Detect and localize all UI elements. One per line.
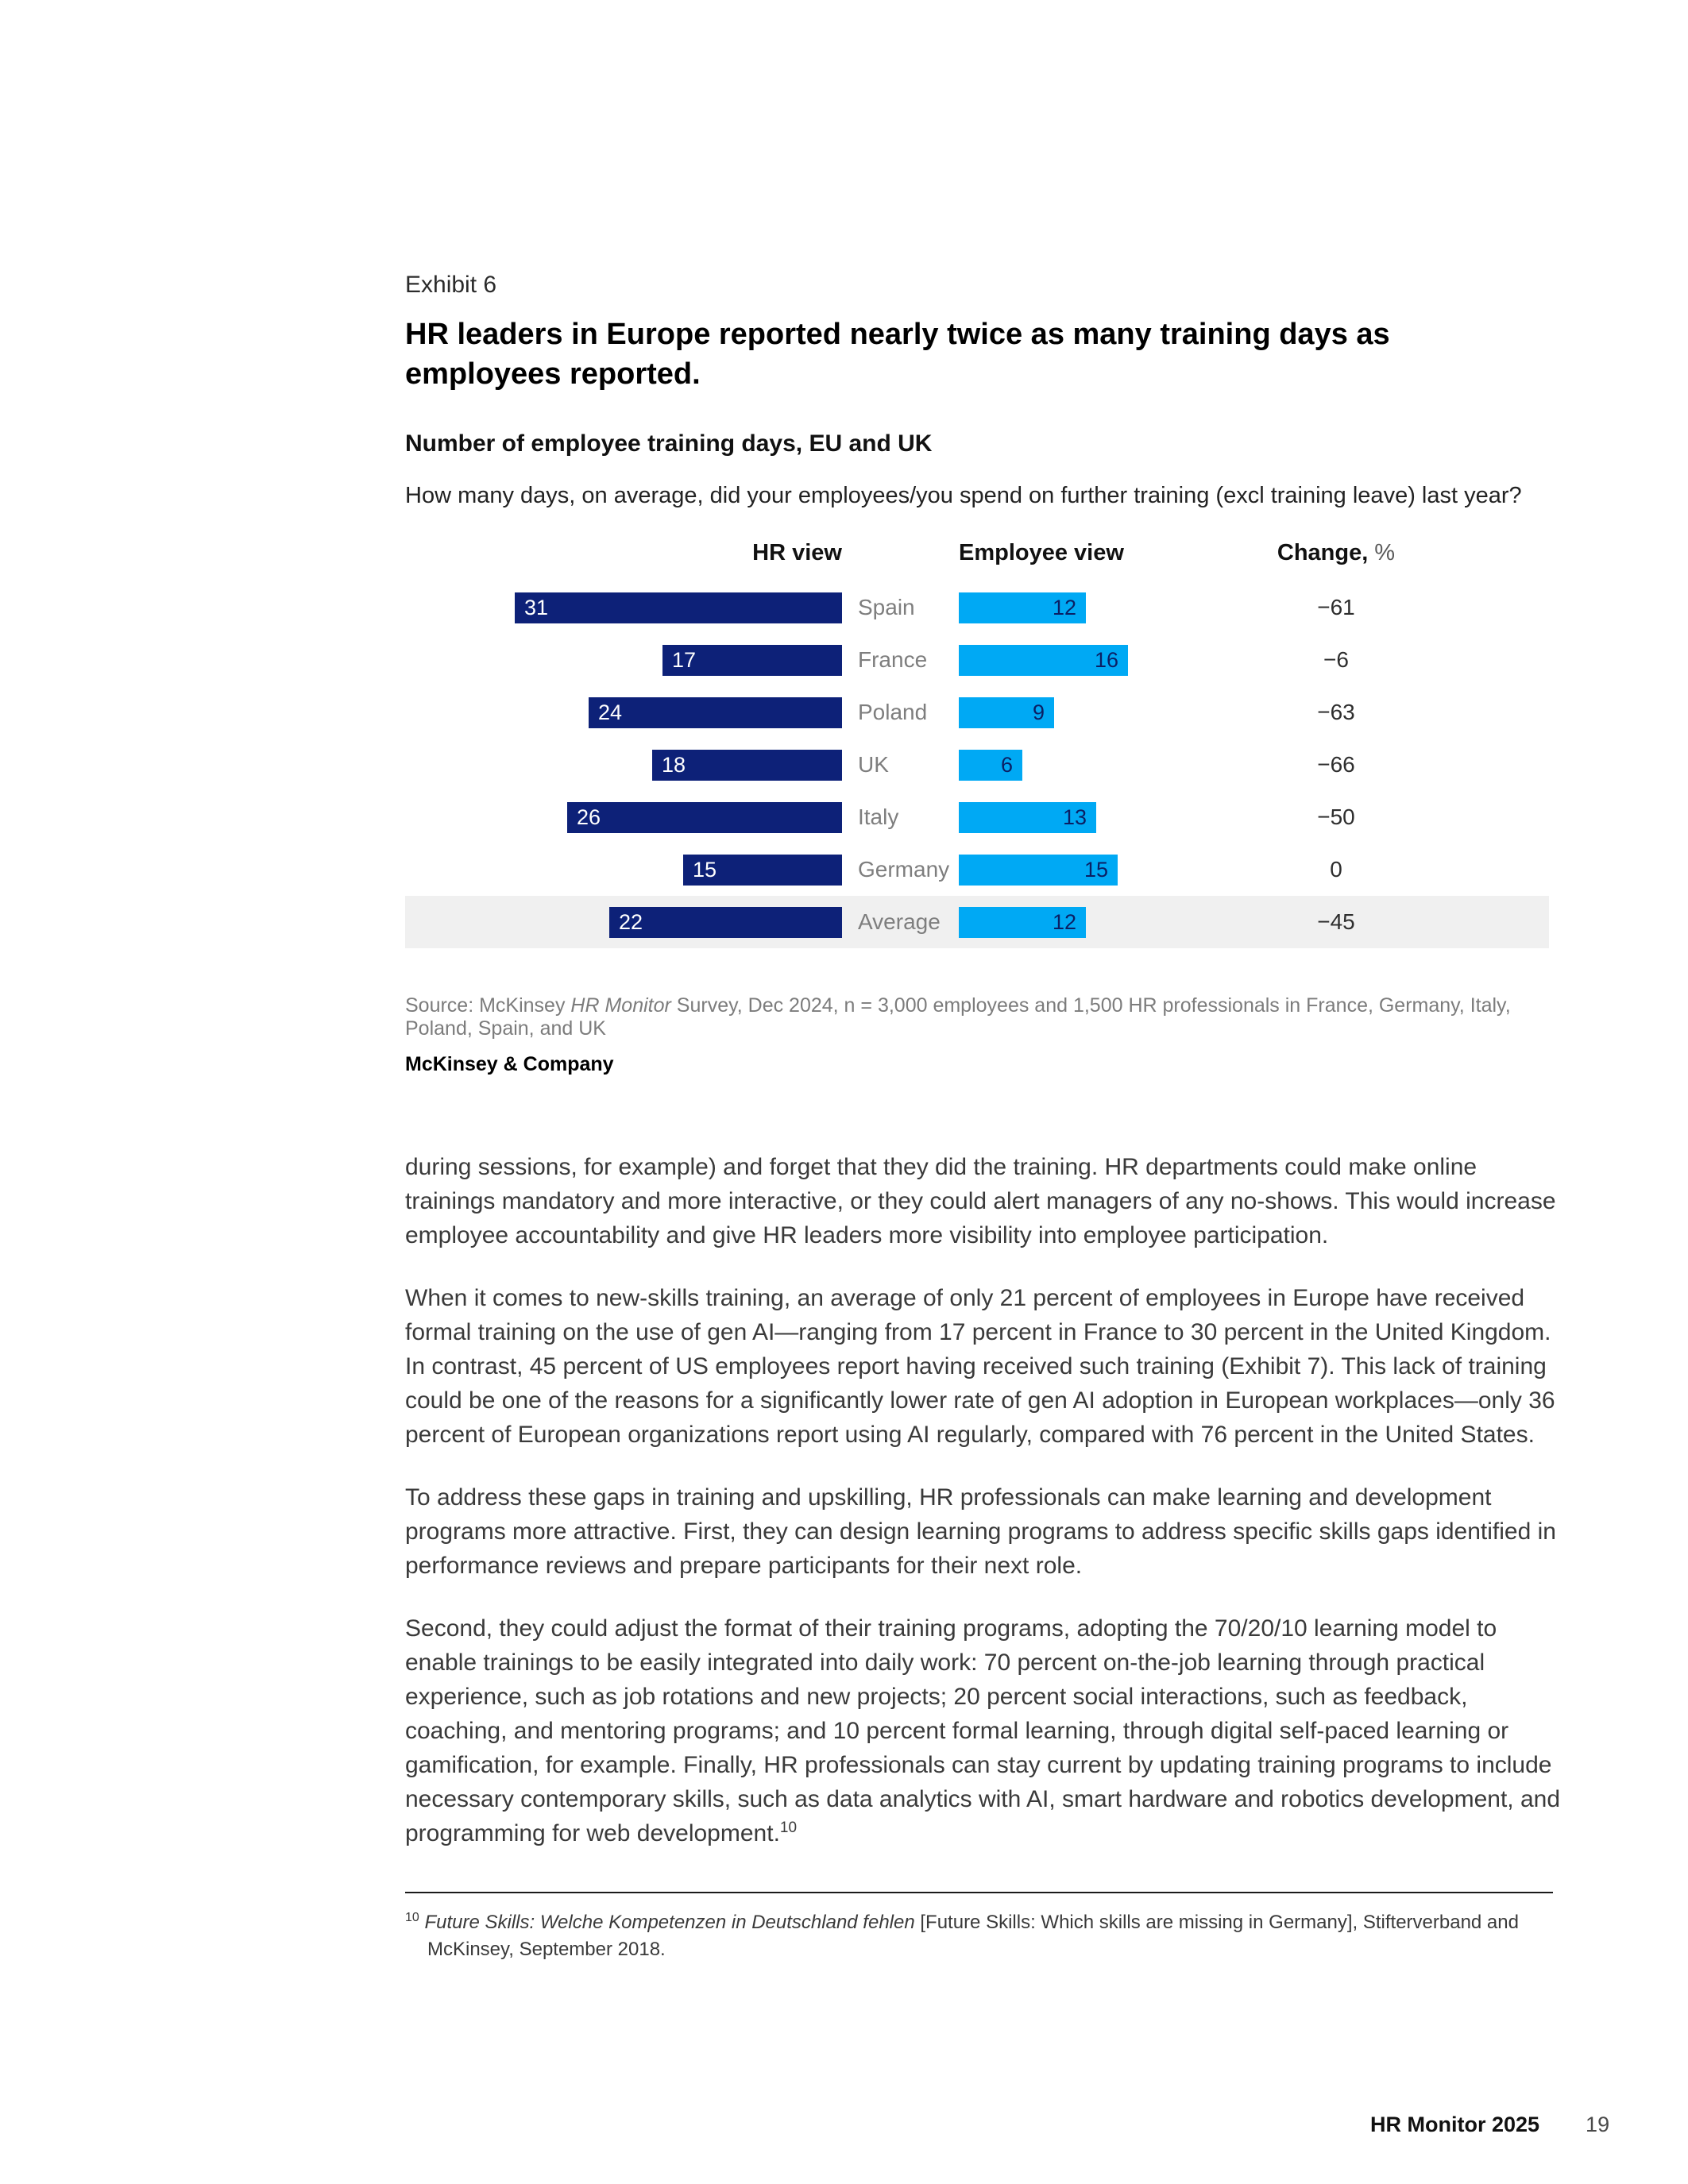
- country-label: Average: [858, 909, 941, 934]
- country-label: UK: [858, 752, 889, 777]
- footer-page-number: 19: [1586, 2113, 1610, 2136]
- country-label: Poland: [858, 700, 928, 724]
- change-value: −50: [1317, 805, 1355, 829]
- employee-view-bar: [959, 855, 1118, 886]
- employee-view-value: 16: [1094, 647, 1118, 672]
- chart-row-spain: [405, 581, 1549, 634]
- chart-row-france: [405, 634, 1549, 686]
- column-header-hr-view: HR view: [752, 540, 842, 565]
- hr-view-value: 26: [577, 805, 601, 829]
- hr-view-bar: [567, 802, 842, 833]
- column-header-change-unit: %: [1374, 540, 1396, 565]
- page-title: HR leaders in Europe reported nearly twice as many training days as employees reported.: [405, 318, 1390, 391]
- hr-view-bar: [683, 855, 842, 886]
- change-value: 0: [1330, 857, 1342, 882]
- page-footer: [1370, 2113, 1609, 2137]
- footnote-text: [Future Skills: Which skills are missing in Germany], Stifterverband and McKinsey, September 2018.: [427, 1912, 1519, 1960]
- hr-view-bar: [662, 645, 842, 676]
- employee-view-value: 15: [1083, 857, 1108, 882]
- footnote-title-german: Future Skills: Welche Kompetenzen in Deutschland fehlen: [424, 1912, 915, 1933]
- chart-question: How many days, on average, did your employees/you spend on further training (excl training leave) last year?: [405, 483, 1522, 508]
- chart-rows: [405, 581, 1549, 948]
- employee-view-value: 12: [1052, 909, 1076, 934]
- chart-row-germany: [405, 843, 1549, 896]
- body-paragraph-4-text: Second, they could adjust the format of their training programs, adopting the 70/20/10 learning model to enable trainings to be easily integrated into daily work: 70 percent on-the-job learning through practical experience, such as job rotations and new projects; 20 percent social interactions, such as feedback, coaching, and mentoring programs; and 10 percent formal learning, through digital self-paced learning or gamification, for example. Finally, HR professionals can stay current by updating training programs to include necessary contemporary skills, such as data analytics with AI, smart hardware and robotics development, and programming for web development.: [405, 1615, 1561, 1846]
- chart-row-uk: [405, 739, 1549, 791]
- source-note: [405, 994, 1557, 1040]
- body-paragraph-1: during sessions, for example) and forget that they did the training. HR departments could make online trainings mandatory and more interactive, or they could alert managers of any no-shows. This would increase employee accountability and give HR leaders more visibility into employee participation.: [405, 1154, 1556, 1248]
- body-paragraph-3: To address these gaps in training and upskilling, HR professionals can make learning and development programs more attractive. First, they can design learning programs to address specific skills gaps identified in performance reviews and prepare participants for their next role.: [405, 1484, 1556, 1579]
- chart-column-headers: [405, 540, 1549, 566]
- change-value: −66: [1317, 752, 1355, 777]
- employee-view-value: 9: [1032, 700, 1045, 724]
- employee-view-value: 6: [1000, 752, 1013, 777]
- change-value: −6: [1323, 647, 1349, 672]
- hr-view-value: 24: [598, 700, 623, 724]
- body-paragraph-2: When it comes to new-skills training, an average of only 21 percent of employees in Europe have received formal training on the use of gen AI—ranging from 17 percent in France to 30 percent in the United Kingdom. In contrast, 45 percent of US employees report having received such training (Exhibit 7). This lack of training could be one of the reasons for a significantly lower rate of gen AI adoption in European workplaces—only 36 percent of European organizations report using AI regularly, compared with 76 percent in the United States.: [405, 1285, 1555, 1448]
- employee-view-bar: [959, 907, 1086, 938]
- column-header-change: [1217, 540, 1455, 566]
- source-suffix: Survey, Dec 2024, n = 3,000 employees and 1,500 HR professionals in France, Germany, Italy, Poland, Spain, and UK: [405, 994, 1511, 1040]
- chart-title: Number of employee training days, EU and UK: [405, 430, 933, 457]
- hr-view-bar: [609, 907, 842, 938]
- hr-view-value: 18: [662, 752, 686, 777]
- footnote-number: 10: [405, 1911, 419, 1924]
- country-label: Germany: [858, 857, 950, 882]
- hr-view-bar: [589, 697, 842, 728]
- employee-view-value: 13: [1062, 805, 1087, 829]
- footnote: [405, 1909, 1575, 1963]
- employee-view-bar: [959, 645, 1128, 676]
- source-prefix: Source: McKinsey: [405, 994, 571, 1017]
- column-header-employee-view: Employee view: [959, 540, 1124, 565]
- chart-row-average: [405, 896, 1549, 948]
- body-paragraph-4: [405, 1611, 1565, 1850]
- chart-row-italy: [405, 791, 1549, 843]
- country-label: France: [858, 647, 928, 672]
- hr-view-value: 31: [524, 595, 549, 619]
- hr-view-value: 22: [619, 909, 643, 934]
- change-value: −61: [1317, 595, 1355, 619]
- employee-view-bar: [959, 592, 1086, 623]
- hr-view-value: 15: [693, 857, 717, 882]
- employee-view-bar: [959, 802, 1096, 833]
- exhibit-label: Exhibit 6: [405, 272, 497, 298]
- change-value: −63: [1317, 700, 1355, 724]
- footer-report-name: HR Monitor 2025: [1370, 2113, 1540, 2136]
- employee-view-bar: [959, 697, 1054, 728]
- hr-view-bar: [515, 592, 842, 623]
- body-copy: [405, 1150, 1565, 1879]
- footnote-reference: 10: [779, 1819, 798, 1836]
- change-value: −45: [1317, 909, 1355, 934]
- employee-view-value: 12: [1052, 595, 1076, 619]
- hr-view-value: 17: [672, 647, 697, 672]
- chart-row-poland: [405, 686, 1549, 739]
- country-label: Spain: [858, 595, 915, 619]
- brand-line: McKinsey & Company: [405, 1053, 614, 1075]
- hr-view-bar: [652, 750, 842, 781]
- column-header-change-label: Change,: [1277, 540, 1369, 565]
- employee-view-bar: [959, 750, 1022, 781]
- footnote-divider: [405, 1892, 1553, 1893]
- country-label: Italy: [858, 805, 899, 829]
- source-survey-name: HR Monitor: [570, 994, 671, 1017]
